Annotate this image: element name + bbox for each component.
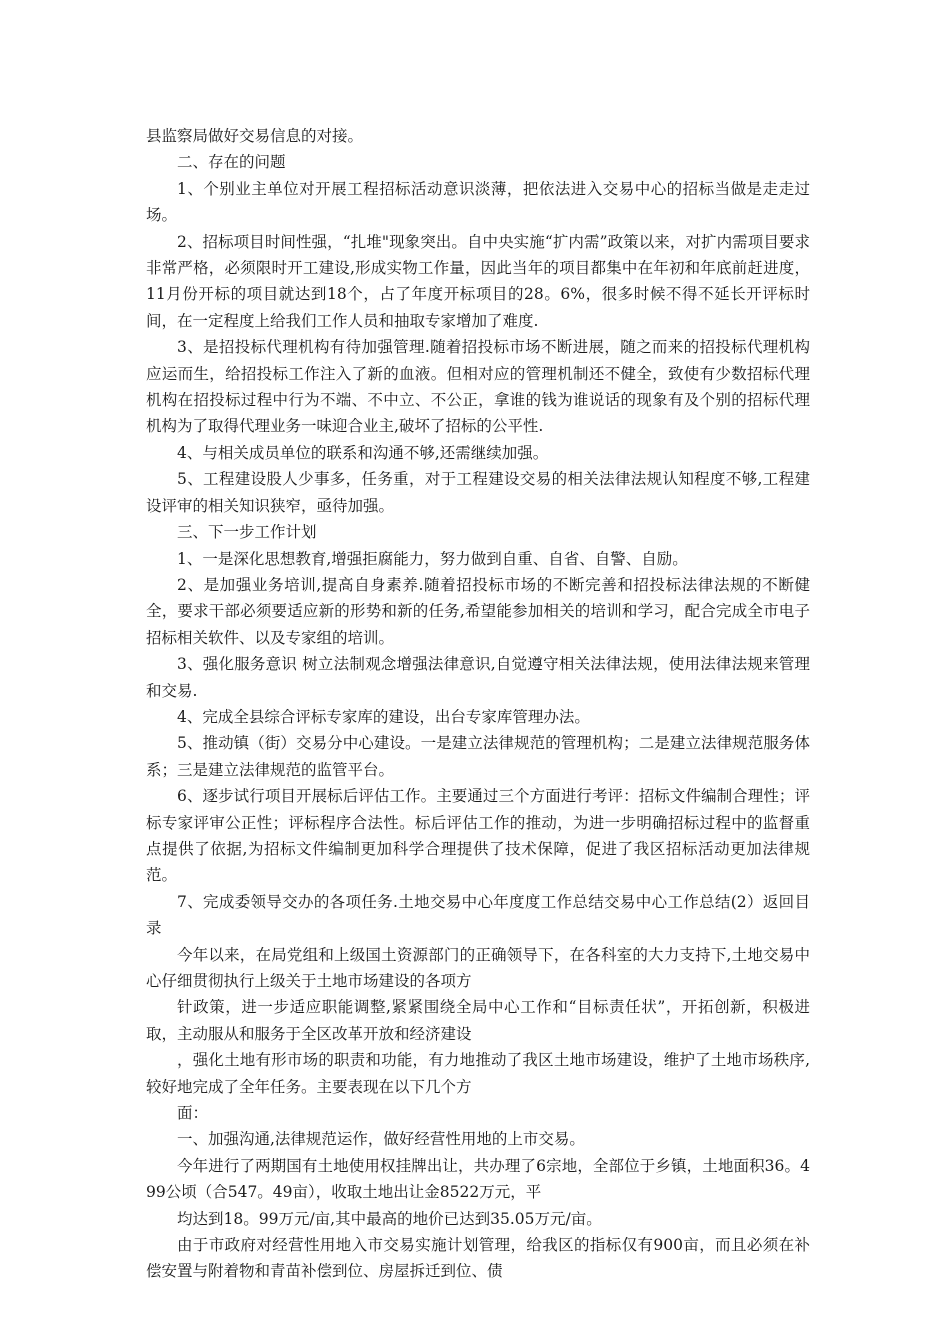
paragraph: 由于市政府对经营性用地入市交易实施计划管理，给我区的指标仅有900亩，而且必须在补偿安置与附着物和青苗补偿到位、房屋拆迁到位、债 <box>146 1236 810 1281</box>
paragraph: 5、工程建设股人少事多，任务重，对于工程建设交易的相关法律法规认知程度不够,工程建设评审的相关知识狭窄，亟待加强。 <box>146 470 810 515</box>
paragraph: 今年以来，在局党组和上级国土资源部门的正确领导下，在各科室的大力支持下,土地交易中心仔细贯彻执行上级关于土地市场建设的各项方 <box>146 945 810 990</box>
paragraph: 2、招标项目时间性强，“扎堆"现象突出。自中央实施“扩内需”政策以来，对扩内需项目要求非常严格，必须限时开工建设,形成实物工作量，因此当年的项目都集中在年初和年底前赶进度，11月份开标的项目就达到18个，占了年度开标项目的28。6%，很多时候不得不延长开评标时间，在一定程度上给我们工作人员和抽取专家增加了难度. <box>146 232 810 330</box>
paragraph: 6、逐步试行项目开展标后评估工作。主要通过三个方面进行考评：招标文件编制合理性；评标专家评审公正性；评标程序合法性。标后评估工作的推动，为进一步明确招标过程中的监督重点提供了依据,为招标文件编制更加科学合理提供了技术保障，促进了我区招标活动更加法律规范。 <box>146 787 810 885</box>
paragraph: 1、个别业主单位对开展工程招标活动意识淡薄，把依法进入交易中心的招标当做是走走过场。 <box>146 179 810 225</box>
document-body <box>146 123 810 1285</box>
paragraph: 一、加强沟通,法律规范运作，做好经营性用地的上市交易。 <box>177 1130 585 1149</box>
paragraph: 均达到18。99万元/亩,其中最高的地价已达到35.05万元/亩。 <box>177 1209 602 1228</box>
paragraph: 5、推动镇（街）交易分中心建设。一是建立法律规范的管理机构；二是建立法律规范服务体系；三是建立法律规范的监管平台。 <box>146 734 810 779</box>
paragraph: 3、是招投标代理机构有待加强管理.随着招投标市场不断进展，随之而来的招投标代理机构应运而生，给招投标工作注入了新的血液。但相对应的管理机制还不健全，致使有少数招标代理机构在招投标过程中行为不端、不中立、不公正，拿谁的钱为谁说话的现象有及个别的招标代理机构为了取得代理业务一味迎合业主,破坏了招标的公平性. <box>146 338 810 436</box>
paragraph: 1、一是深化思想教育,增强拒腐能力，努力做到自重、自省、自警、自励。 <box>177 549 688 568</box>
paragraph: 4、完成全县综合评标专家库的建设，出台专家库管理办法。 <box>177 707 590 726</box>
paragraph: 三、下一步工作计划 <box>177 523 317 542</box>
paragraph: 7、完成委领导交办的各项任务.土地交易中心年度度工作总结交易中心工作总结(2）返回目录 <box>146 892 810 938</box>
paragraph: 针政策，进一步适应职能调整,紧紧围绕全局中心工作和“目标责任状”，开拓创新，积极进取，主动服从和服务于全区改革开放和经济建设 <box>146 998 810 1043</box>
paragraph: ，强化土地有形市场的职责和功能，有力地推动了我区土地市场建设，维护了土地市场秩序,较好地完成了全年任务。主要表现在以下几个方 <box>146 1051 810 1096</box>
paragraph: 面： <box>177 1104 209 1123</box>
paragraph: 今年进行了两期国有土地使用权挂牌出让，共办理了6宗地，全部位于乡镇，土地面积36。499公顷（合547。49亩），收取土地出让金8522万元，平 <box>146 1156 810 1202</box>
paragraph: 县监察局做好交易信息的对接。 <box>146 127 364 145</box>
paragraph: 3、强化服务意识 树立法制观念增强法律意识,自觉遵守相关法律法规，使用法律法规来管理和交易. <box>146 655 810 700</box>
paragraph: 4、与相关成员单位的联系和沟通不够,还需继续加强。 <box>177 443 549 462</box>
paragraph: 2、是加强业务培训,提高自身素养.随着招投标市场的不断完善和招投标法律法规的不断健全，要求干部必须要适应新的形势和新的任务,希望能参加相关的培训和学习，配合完成全市电子招标相关软件、以及专家组的培训。 <box>146 575 810 647</box>
paragraph: 二、存在的问题 <box>177 153 286 172</box>
